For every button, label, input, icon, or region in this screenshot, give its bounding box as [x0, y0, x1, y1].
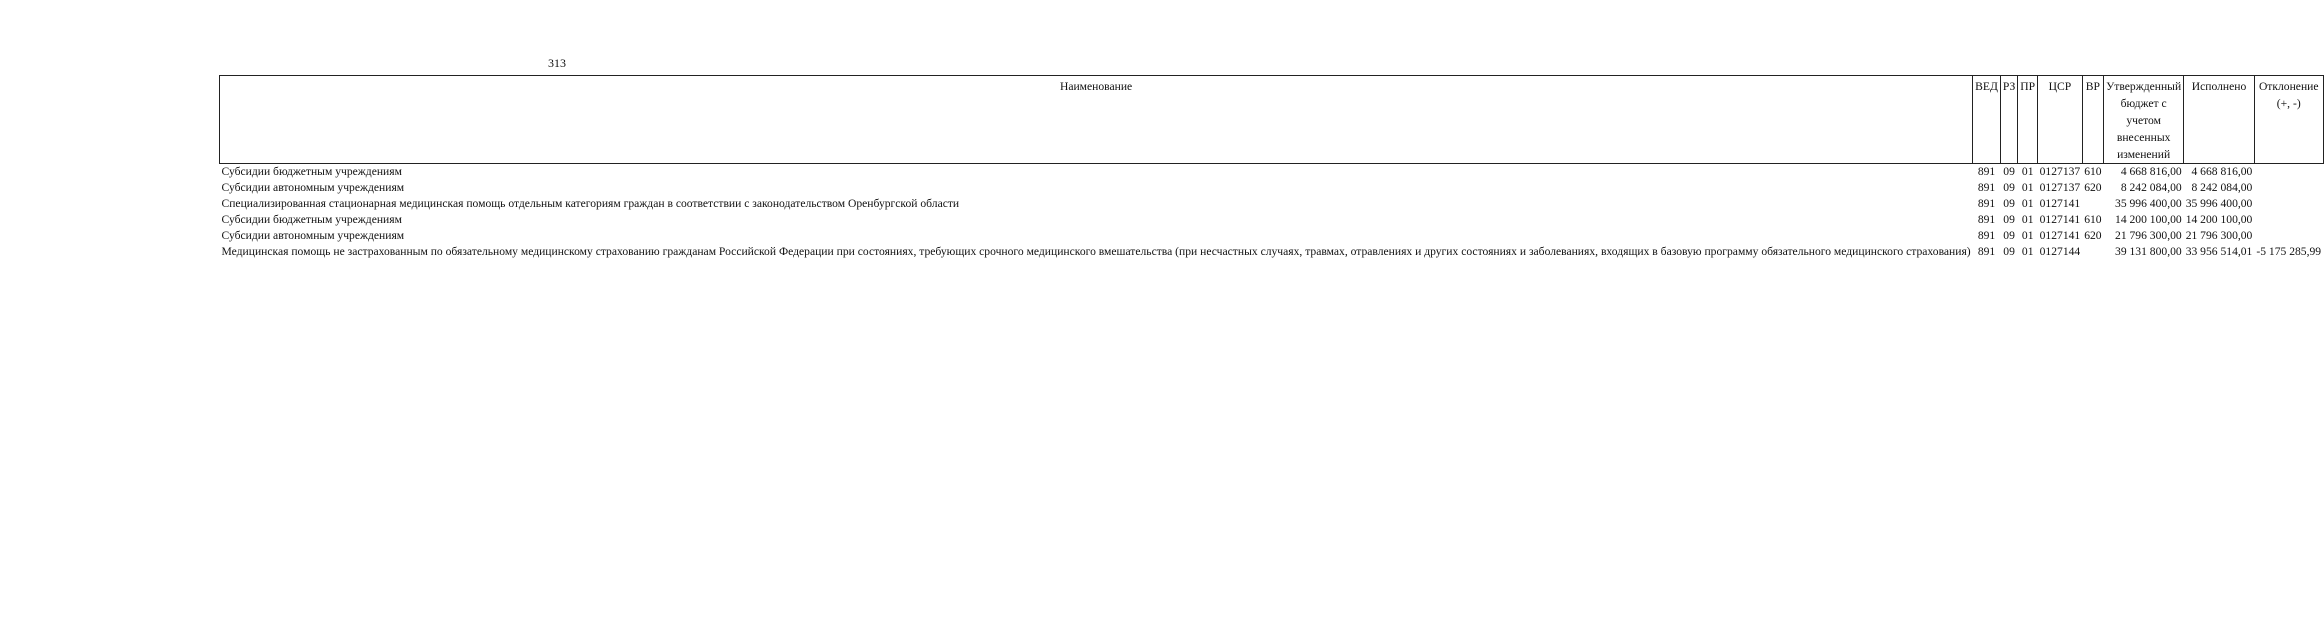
row-executed: 21 796 300,00: [2185, 229, 2253, 242]
row-pr: 01: [2021, 229, 2034, 242]
header-deviation: Отклонение (+, -): [2254, 76, 2323, 164]
row-name: Субсидии автономным учреждениям: [221, 181, 405, 194]
row-name: Субсидии бюджетным учреждениям: [221, 165, 402, 178]
row-csr: 0127137: [2039, 181, 2081, 194]
row-rz: 09: [2003, 181, 2015, 194]
row-approved: 35 996 400,00: [2115, 197, 2182, 210]
row-pr: 01: [2021, 197, 2034, 210]
row-ved: 891: [1977, 181, 1996, 194]
page-number: 313: [548, 56, 566, 70]
header-rz: РЗ: [2000, 76, 2017, 164]
table-row: [220, 164, 2324, 181]
row-ved: 891: [1977, 213, 1996, 226]
row-deviation: [2254, 164, 2323, 181]
row-name: Субсидии бюджетным учреждениям: [221, 213, 402, 226]
row-deviation: [2254, 196, 2323, 212]
row-ved: 891: [1977, 245, 1996, 258]
row-executed: 8 242 084,00: [2191, 181, 2253, 194]
row-ved: 891: [1977, 165, 1996, 178]
row-pr: 01: [2021, 165, 2034, 178]
row-ved: 891: [1977, 229, 1996, 242]
row-approved: 39 131 800,00: [2115, 245, 2182, 258]
row-vr: [2082, 244, 2103, 260]
row-rz: 09: [2003, 197, 2015, 210]
header-ved: ВЕД: [1973, 76, 2001, 164]
table-row: [220, 212, 2324, 228]
header-pr: ПР: [2018, 76, 2038, 164]
table-header: [220, 76, 2324, 164]
row-vr: [2082, 196, 2103, 212]
row-csr: 0127141: [2039, 213, 2081, 226]
row-csr: 0127141: [2039, 229, 2081, 242]
budget-table: [219, 75, 2324, 260]
row-name: Субсидии автономным учреждениям: [221, 229, 405, 242]
row-rz: 09: [2003, 165, 2015, 178]
row-executed: 33 956 514,01: [2185, 245, 2253, 258]
row-deviation: [2254, 212, 2323, 228]
table-row: [220, 180, 2324, 196]
row-vr: 610: [2084, 213, 2102, 226]
row-name: Медицинская помощь не застрахованным по обязательному медицинскому страхованию гражданам Российской Федерации при состояниях, требующих срочного медицинского вмешательства (при несчастных случаях, травмах, отравлениях и других состояниях и заболеваниях, входящих в базовую программу обязательного медицинского страхования): [221, 245, 1971, 258]
row-rz: 09: [2003, 245, 2015, 258]
row-csr: 0127137: [2039, 165, 2081, 178]
row-deviation: -5 175 285,99: [2256, 245, 2322, 258]
header-csr: ЦСР: [2038, 76, 2083, 164]
row-deviation: [2254, 228, 2323, 244]
header-approved: Утвержденный бюджет с учетом внесенных изменений: [2104, 76, 2184, 164]
row-executed: 35 996 400,00: [2185, 197, 2253, 210]
row-executed: 4 668 816,00: [2191, 165, 2253, 178]
row-pr: 01: [2021, 245, 2034, 258]
row-rz: 09: [2003, 213, 2015, 226]
row-approved: 4 668 816,00: [2120, 165, 2182, 178]
row-csr: 0127141: [2039, 197, 2081, 210]
row-approved: 8 242 084,00: [2120, 181, 2182, 194]
row-ved: 891: [1977, 197, 1996, 210]
row-pr: 01: [2021, 181, 2034, 194]
row-approved: 14 200 100,00: [2115, 213, 2182, 226]
table-row: [220, 228, 2324, 244]
table-row: [220, 244, 2324, 260]
row-executed: 14 200 100,00: [2185, 213, 2253, 226]
table-row: [220, 196, 2324, 212]
row-csr: 0127144: [2039, 245, 2081, 258]
header-name: Наименование: [220, 76, 1973, 164]
row-vr: 610: [2084, 165, 2102, 178]
header-vr: ВР: [2082, 76, 2103, 164]
row-pr: 01: [2021, 213, 2034, 226]
row-vr: 620: [2084, 181, 2102, 194]
row-rz: 09: [2003, 229, 2015, 242]
row-deviation: [2254, 180, 2323, 196]
row-vr: 620: [2084, 229, 2102, 242]
row-approved: 21 796 300,00: [2115, 229, 2182, 242]
header-executed: Исполнено: [2184, 76, 2255, 164]
row-name: Специализированная стационарная медицинская помощь отдельным категориям граждан в соответствии с законодательством Оренбургской области: [221, 197, 960, 210]
